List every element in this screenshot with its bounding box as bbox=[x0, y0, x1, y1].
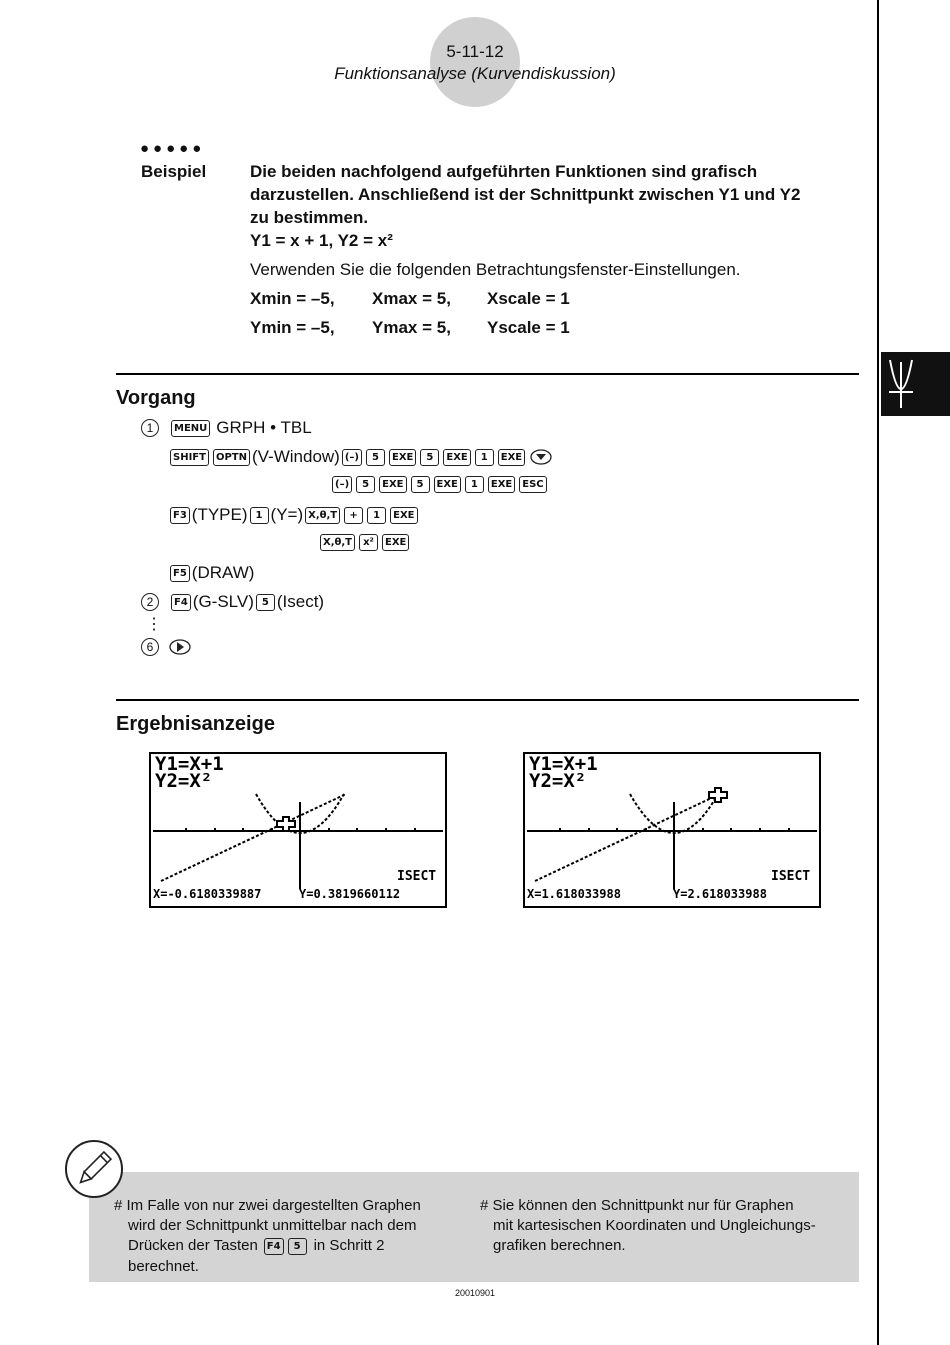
exe-key: EXE bbox=[488, 476, 515, 493]
x-squared-key: x² bbox=[359, 534, 378, 551]
screen-tag: ISECT bbox=[771, 869, 811, 884]
step-1 bbox=[141, 418, 312, 438]
note-left-line-2: wird der Schnittpunkt unmittelbar nach dem bbox=[128, 1217, 417, 1234]
x-theta-t-key: X,θ,T bbox=[320, 534, 355, 551]
exe-key: EXE bbox=[379, 476, 406, 493]
note-left-line-1: # Im Falle von nur zwei dargestellten Graphen bbox=[114, 1197, 421, 1214]
type-label: (TYPE) bbox=[191, 505, 248, 524]
exe-key: EXE bbox=[498, 449, 525, 466]
exe-key: EXE bbox=[443, 449, 470, 466]
five-key: 5 bbox=[411, 476, 430, 493]
f4-key: F4 bbox=[264, 1238, 284, 1255]
xscale: Xscale = 1 bbox=[487, 289, 570, 308]
one-key: 1 bbox=[475, 449, 494, 466]
step-1-type-line bbox=[168, 505, 420, 525]
window-intro: Verwenden Sie die folgenden Betrachtungsfenster-Einstellungen. bbox=[250, 260, 741, 279]
functions-line: Y1 = x + 1, Y2 = x² bbox=[250, 231, 393, 250]
f4-key: F4 bbox=[171, 594, 191, 611]
shift-key: SHIFT bbox=[170, 449, 209, 466]
ymax: Ymax = 5, bbox=[372, 318, 451, 337]
step-number: 6 bbox=[141, 638, 159, 656]
note-right-line-3: grafiken berechnen. bbox=[493, 1237, 626, 1254]
draw-label: (DRAW) bbox=[191, 563, 255, 582]
note-left-text: Drücken der Tasten bbox=[128, 1237, 258, 1254]
example-label: Beispiel bbox=[141, 162, 207, 181]
menu-key: MENU bbox=[171, 420, 210, 437]
screen-y-value: Y=2.618033988 bbox=[673, 887, 767, 901]
result-title: Ergebnisanzeige bbox=[116, 713, 275, 735]
graph-parabola-icon bbox=[881, 352, 950, 416]
chapter-tab bbox=[881, 352, 950, 416]
example-text-3: zu bestimmen. bbox=[250, 208, 369, 227]
negative-key: (–) bbox=[332, 476, 352, 493]
cursor-down-icon bbox=[530, 449, 552, 465]
screen-line-2: Y2=X² bbox=[155, 770, 213, 792]
note-right-line-1: # Sie können den Schnittpunkt nur für Graphen bbox=[480, 1197, 794, 1214]
yscale: Yscale = 1 bbox=[487, 318, 570, 337]
screen-tag: ISECT bbox=[397, 869, 437, 884]
note-left-line-3 bbox=[128, 1236, 384, 1257]
five-key: 5 bbox=[256, 594, 275, 611]
step-2 bbox=[141, 592, 324, 612]
note-left-text: in Schritt 2 bbox=[313, 1237, 385, 1254]
exe-key: EXE bbox=[390, 507, 417, 524]
screen-y-value: Y=0.3819660112 bbox=[299, 887, 401, 901]
divider bbox=[116, 699, 859, 701]
screen-line-2: Y2=X² bbox=[529, 770, 587, 792]
screen-line-1: Y1=X+1 bbox=[529, 753, 598, 775]
dots-marker: ●●●●● bbox=[140, 140, 206, 157]
procedure-title: Vorgang bbox=[116, 387, 196, 409]
example-text-1: Die beiden nachfolgend aufgeführten Funktionen sind grafisch bbox=[250, 162, 758, 181]
section-title: Funktionsanalyse (Kurvendiskussion) bbox=[334, 64, 616, 83]
vwindow-label: (V-Window) bbox=[251, 447, 340, 466]
footer-code: 20010901 bbox=[454, 1288, 496, 1298]
step-number: 1 bbox=[141, 419, 159, 437]
five-key: 5 bbox=[356, 476, 375, 493]
step-1-draw-line bbox=[168, 563, 254, 583]
one-key: 1 bbox=[465, 476, 484, 493]
screen-x-value: X=-0.6180339887 bbox=[153, 887, 262, 901]
isect-label: (Isect) bbox=[276, 592, 325, 611]
exe-key: EXE bbox=[434, 476, 461, 493]
one-key: 1 bbox=[367, 507, 386, 524]
f5-key: F5 bbox=[170, 565, 190, 582]
exe-key: EXE bbox=[382, 534, 409, 551]
five-key: 5 bbox=[288, 1238, 307, 1255]
y-equals-label: (Y=) bbox=[270, 505, 304, 524]
esc-key: ESC bbox=[519, 476, 546, 493]
note-right-line-2: mit kartesischen Koordinaten und Ungleichungs- bbox=[493, 1217, 816, 1234]
divider bbox=[116, 373, 859, 375]
calculator-screen-2 bbox=[523, 752, 821, 908]
one-key: 1 bbox=[250, 507, 269, 524]
step-text: GRPH • TBL bbox=[216, 418, 312, 437]
step-6 bbox=[141, 638, 191, 656]
five-key: 5 bbox=[366, 449, 385, 466]
xmin: Xmin = –5, bbox=[250, 289, 335, 308]
page-margin-rule bbox=[877, 0, 879, 1345]
step-1-window-line-1 bbox=[168, 447, 552, 467]
cursor-right-icon bbox=[169, 639, 191, 655]
page-number: 5-11-12 bbox=[446, 42, 504, 61]
vertical-ellipsis: ⋮ bbox=[146, 616, 162, 633]
header-circle bbox=[430, 17, 520, 107]
step-1-window-line-2 bbox=[330, 476, 549, 493]
xmax: Xmax = 5, bbox=[372, 289, 451, 308]
screen-line-1: Y1=X+1 bbox=[155, 753, 224, 775]
plus-key: + bbox=[344, 507, 363, 524]
f3-key: F3 bbox=[170, 507, 190, 524]
example-text-2: darzustellen. Anschließend ist der Schnittpunkt zwischen Y1 und Y2 bbox=[250, 185, 801, 204]
calculator-screen-1 bbox=[149, 752, 447, 908]
gslv-label: (G-SLV) bbox=[192, 592, 254, 611]
optn-key: OPTN bbox=[213, 449, 250, 466]
step-1-y2-line bbox=[318, 534, 411, 551]
screen-x-value: X=1.618033988 bbox=[527, 887, 621, 901]
pencil-icon bbox=[65, 1140, 123, 1198]
ymin: Ymin = –5, bbox=[250, 318, 335, 337]
five-key: 5 bbox=[420, 449, 439, 466]
exe-key: EXE bbox=[389, 449, 416, 466]
note-left-line-4: berechnet. bbox=[128, 1258, 199, 1275]
step-number: 2 bbox=[141, 593, 159, 611]
x-theta-t-key: X,θ,T bbox=[305, 507, 340, 524]
negative-key: (–) bbox=[342, 449, 362, 466]
